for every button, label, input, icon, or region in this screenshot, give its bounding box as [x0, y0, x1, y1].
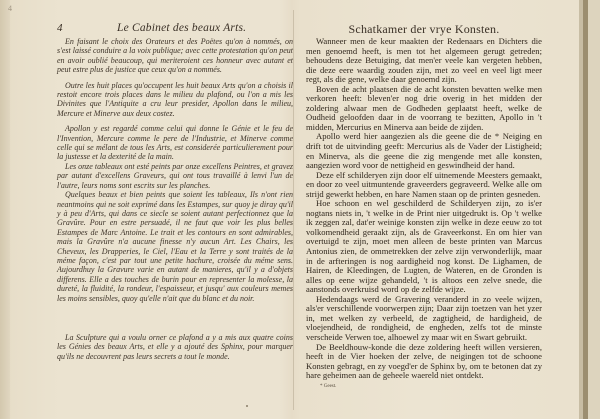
paragraph: Apollo werd hier aangezien als die geene die de * Neiging en drift tot de uitvinding geeft: Mercurius als de Vader der Listigheid; en Minerva, als die geene die zig mengende met alle konsten, aangezien word voor de nettigheid en geswindheid der hand.: [306, 131, 542, 171]
next-page-edge: [588, 0, 600, 419]
paragraph: Apollon y est regardé comme celui qui donne le Génie et le feu de l'Invention, Mercure comme le pere de l'Industrie, et Minerve comme celle qui se mélant de tous les Arts, est considerée particulierement pour la justesse et la dexterité de la main.: [57, 124, 293, 162]
paragraph: Outre les huit places qu'occupent les huit beaux Arts qu'on a choisis il restoit encore trois places dans le milieu du plafond, ou l'on a mis les Divinites que l'Antiquite a cru leur presider, Apollon dans le milieu, Mercure et Minerve aux deux costez.: [57, 80, 293, 118]
paragraph: Hedendaags werd de Gravering veranderd in zo veele wijzen, als'er verschillende voorwerpen zijn; Daar zijn toetzen van het yzer in, met welken zy verbeeld, de zagtigheid, de hardigheid, de vloejendheid, de rondigheid, de engheden, zelfs tot de minste verscheide Verwen toe, alhoewel zy maar wit en Swart gebruikt.: [306, 293, 542, 342]
paragraph: En faisant le choix des Orateurs et des Poëtes qu'on à nommés, on s'est laissé conduire a la voix publique; avec cette protestation qu'on peut en avoir oublié beaucoup, qui meriteroient ces honneur avec autant et peut estre plus de justice que ceux qu'on a nommés.: [57, 37, 293, 75]
book-gutter: [293, 10, 294, 410]
paragraph: Deze elf schilderyen zijn door elf uitnemende Meesters gemaakt, en door zo veel uitmuntende graveerders gegraveerd. Welke alle om strijd gewerkt hebben, en hare Namen staan op de printen gesneden.: [306, 169, 542, 199]
paragraph: Quelques beaux et bien peints que soient les tableaux, Ils n'ont rien neantmoins qui ne soit exprimé dans les Estampes, sur quoy je diray qu'il y à peu d'Arts, qui dans ce siecle se soient autant perfectionnez que la Gravûre. Pour en estre persuadé, il ne faut que voir les plus belles Estampes de Marc Antoine. Le trait et les contours en sont admirables, mais la Gravûre n'a aucune finesse n'y aucun Art. Les Chairs, les Cheveux, les Drapperies, le Ciel, l'Eau et la Terre y sont traités de la méme façon, c'est par tout une petite hachure, croisée du méme sens. Aujourdhuy la Gravure varie en autant de manieres, qu'il y a d'objets differens. Elle a des touches de burin pour en representer la molesse, la dureté, la fluidité, la rondeur, l'espaisseur, et jusqu' aux couleurs memes les moins sensibles, quoy qu'elle n'ait que du blanc et du noir.: [57, 190, 293, 303]
left-page-title: Le Cabinet des beaux Arts.: [117, 22, 247, 34]
left-page-french: [57, 22, 293, 367]
paragraph: La Sculpture qui a voulu orner ce plafond a y a mis aux quatre coins les Génies des beaux Arts, et elle y a ajouté des Sphinx, pour marquer qu'ils ne decouvrent pas leurs secrets a tout le monde.: [57, 332, 293, 361]
paragraph: Les onze tableaux ont esté peints par onze excellens Peintres, et gravez par autant d'excellens Graveurs, qui ont tous travaillé à lenvi l'un de l'autre, leurs noms sont escrits sur les planches.: [57, 161, 293, 190]
paper-spot: [246, 405, 248, 407]
left-running-head: [57, 22, 293, 36]
corner-mark: 4: [8, 4, 12, 13]
footnote: * Geest.: [320, 383, 337, 389]
page-number: 4: [57, 22, 63, 34]
paragraph: Hoe schoon en wel geschilderd de Schilderyen zijn, zo is'er nogtans niets in, 't welke in de Print nier uitgedrukt is. Op 't welke ik zeggen zal, dat'er weinige konsten zijn welke in deze eeuw zo tot volkomendheid geraakt zijn, als de Graveerkonst. En om hier van overtuigd te zijn, moet men alleen de beste printen van Marcus Antonius zien, de ommetrekken der zelve zijn verwonderlijk, maar in de arfteringen is nog aardigheid nog konst. De Lighamen, de Hairen, de Kleedingen, de Lugten, de Wateren, en de Gronden is alles op eene wijze gehandeld, 't is altoos een zelve snede, die aanstonds overkruisd word op de zelfde wijze.: [306, 198, 542, 295]
right-page-dutch: [306, 22, 542, 391]
paragraph: De Beeldhouw-konde die deze zoldering heeft willen versieren, heeft in de Vier hoeken der zelve, de neigingen tot de schoone Konsten gebragt, en zy voegd'er de Sphinx by, om te betonen dat zy hare geheimen aan de geheele waereld niet ontdekt.: [306, 341, 542, 381]
right-page-title: Schatkamer der vrye Konsten.: [348, 22, 500, 36]
page-edge-left: [0, 0, 10, 419]
paragraph: Boven de acht plaatsen die de acht konsten bevatten welke men verkoren heeft: bleven'er nog drie overig in het midden der zoldering alwaar men de Godheden geplaatst heeft, welke de Oudheid geloofden daar in de voorrang te bezitten, Apollo in 't midden, Mercurius en Minerva aan beide de zijden.: [306, 83, 542, 132]
paragraph: Wanneer men de keur maakten der Redenaars en Dichters die men genoemd heeft, is men tot het algemeen gerugt getreden; behoudens deze Betuiging, dat men'er veele kan vergeten hebben, die deze eere waardig zouden zijn, met zo veel en veel ligt meer regt, als die gene, welke daar genoemd zijn.: [306, 36, 542, 85]
